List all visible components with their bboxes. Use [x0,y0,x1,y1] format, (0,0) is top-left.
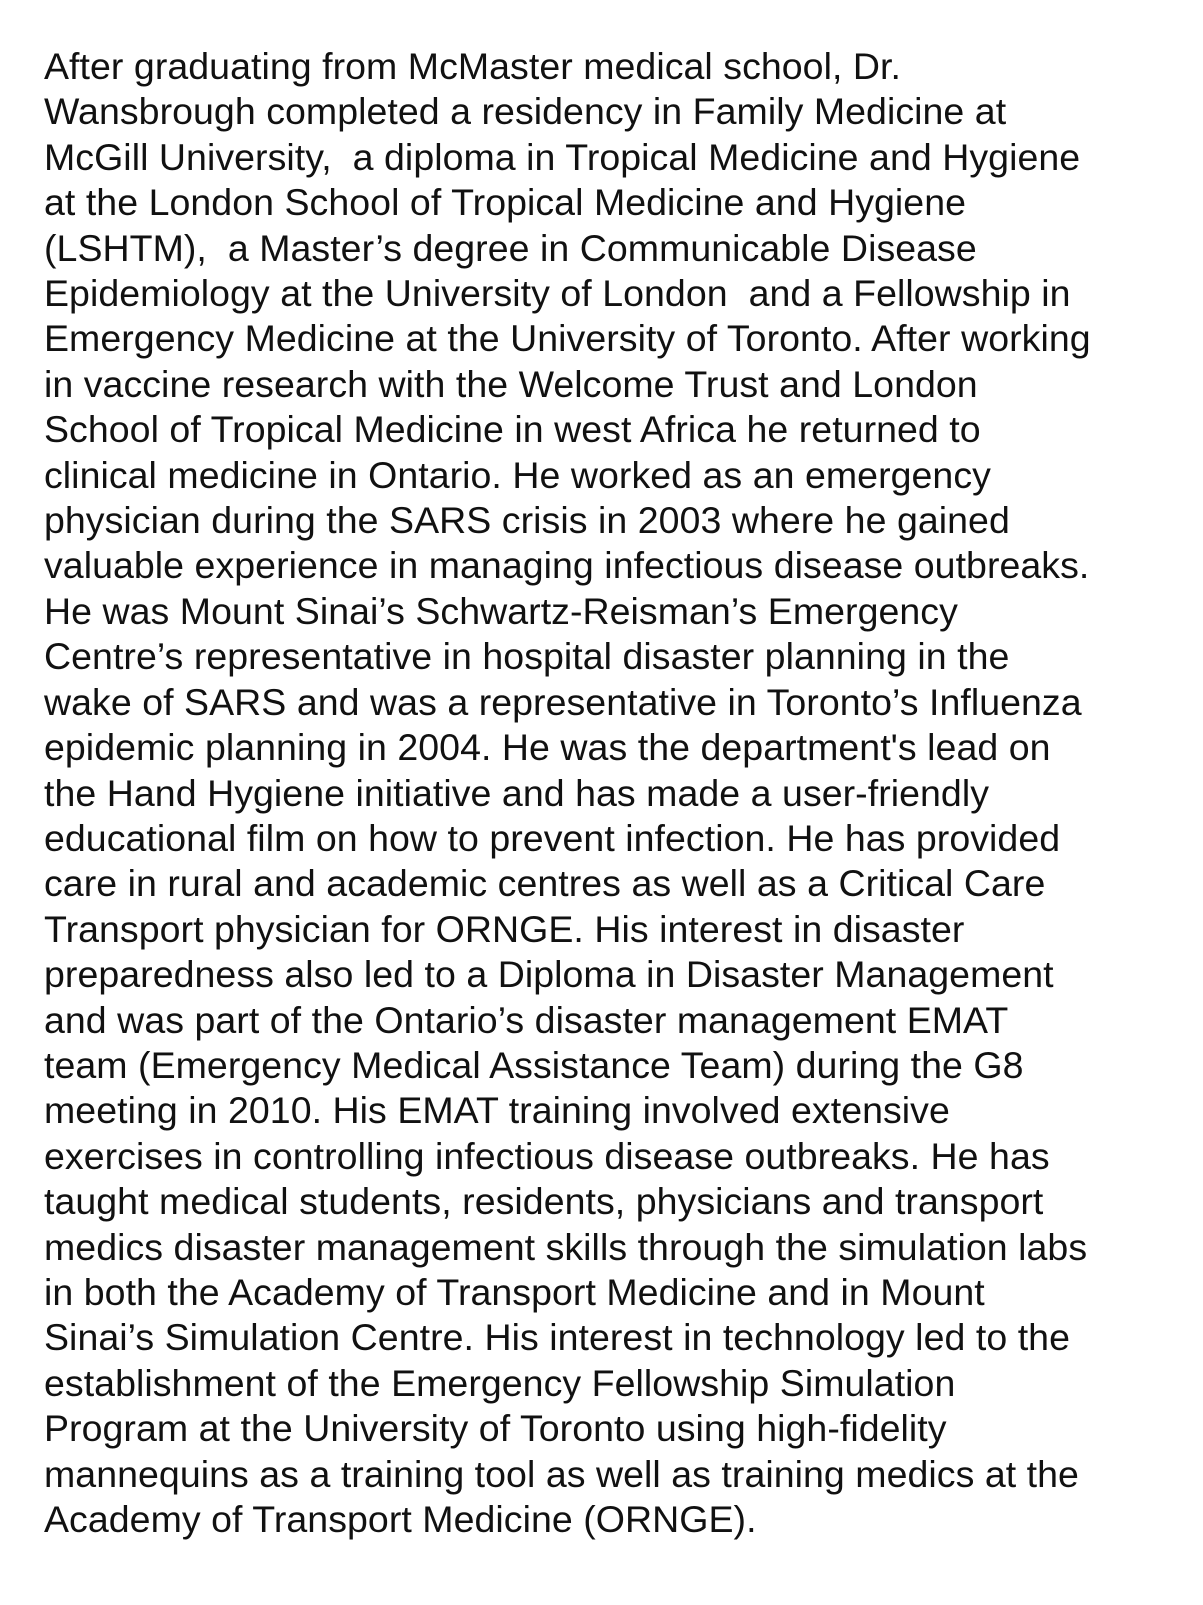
paragraph-line: valuable experience in managing infectious disease outbreaks. [44,544,1090,587]
paragraph-line: establishment of the Emergency Fellowship Simulation [44,1361,956,1404]
paragraph-line: Program at the University of Toronto using high-fidelity [44,1407,947,1450]
paragraph-line: (LSHTM), a Master’s degree in Communicable Disease [44,226,977,269]
paragraph-line: medics disaster management skills through the simulation labs [44,1225,1088,1268]
paragraph-line: He was Mount Sinai’s Schwartz-Reisman’s Emergency [44,589,958,632]
paragraph-line: School of Tropical Medicine in west Africa he returned to [44,408,981,451]
paragraph-line: meeting in 2010. His EMAT training involved extensive [44,1089,950,1132]
biography-paragraph [44,44,1194,1542]
paragraph-line: physician during the SARS crisis in 2003 where he gained [44,499,1010,542]
paragraph-line: Emergency Medicine at the University of Toronto. After working [44,317,1091,360]
paragraph-line: team (Emergency Medical Assistance Team) during the G8 [44,1043,1024,1086]
paragraph-line: in both the Academy of Transport Medicine and in Mount [44,1270,985,1313]
paragraph-line: wake of SARS and was a representative in Toronto’s Influenza [44,680,1082,723]
paragraph-line: at the London School of Tropical Medicine and Hygiene [44,181,967,224]
paragraph-line: the Hand Hygiene initiative and has made a user-friendly [44,771,990,814]
paragraph-line: McGill University, a diploma in Tropical Medicine and Hygiene [44,135,1081,178]
paragraph-line: Academy of Transport Medicine (ORNGE). [44,1498,757,1540]
paragraph-line: exercises in controlling infectious disease outbreaks. He has [44,1134,1050,1177]
paragraph-line: After graduating from McMaster medical school, Dr. [44,45,901,87]
paragraph-line: epidemic planning in 2004. He was the department's lead on [44,726,1051,769]
paragraph-line: Transport physician for ORNGE. His interest in disaster [44,907,965,950]
paragraph-line: Sinai’s Simulation Centre. His interest in technology led to the [44,1316,1070,1359]
paragraph-line: clinical medicine in Ontario. He worked as an emergency [44,453,991,496]
paragraph-line: and was part of the Ontario’s disaster management EMAT [44,998,1009,1041]
paragraph-line: Epidemiology at the University of London and a Fellowship in [44,272,1071,315]
paragraph-line: taught medical students, residents, physicians and transport [44,1180,1044,1223]
paragraph-line: preparedness also led to a Diploma in Disaster Management [44,953,1054,996]
paragraph-line: educational film on how to prevent infection. He has provided [44,816,1061,859]
paragraph-line: care in rural and academic centres as well as a Critical Care [44,862,1046,905]
paragraph-line: in vaccine research with the Welcome Trust and London [44,362,978,405]
paragraph-line: mannequins as a training tool as well as training medics at the [44,1452,1079,1495]
paragraph-line: Centre’s representative in hospital disaster planning in the [44,635,1010,678]
paragraph-line: Wansbrough completed a residency in Family Medicine at [44,90,1007,133]
